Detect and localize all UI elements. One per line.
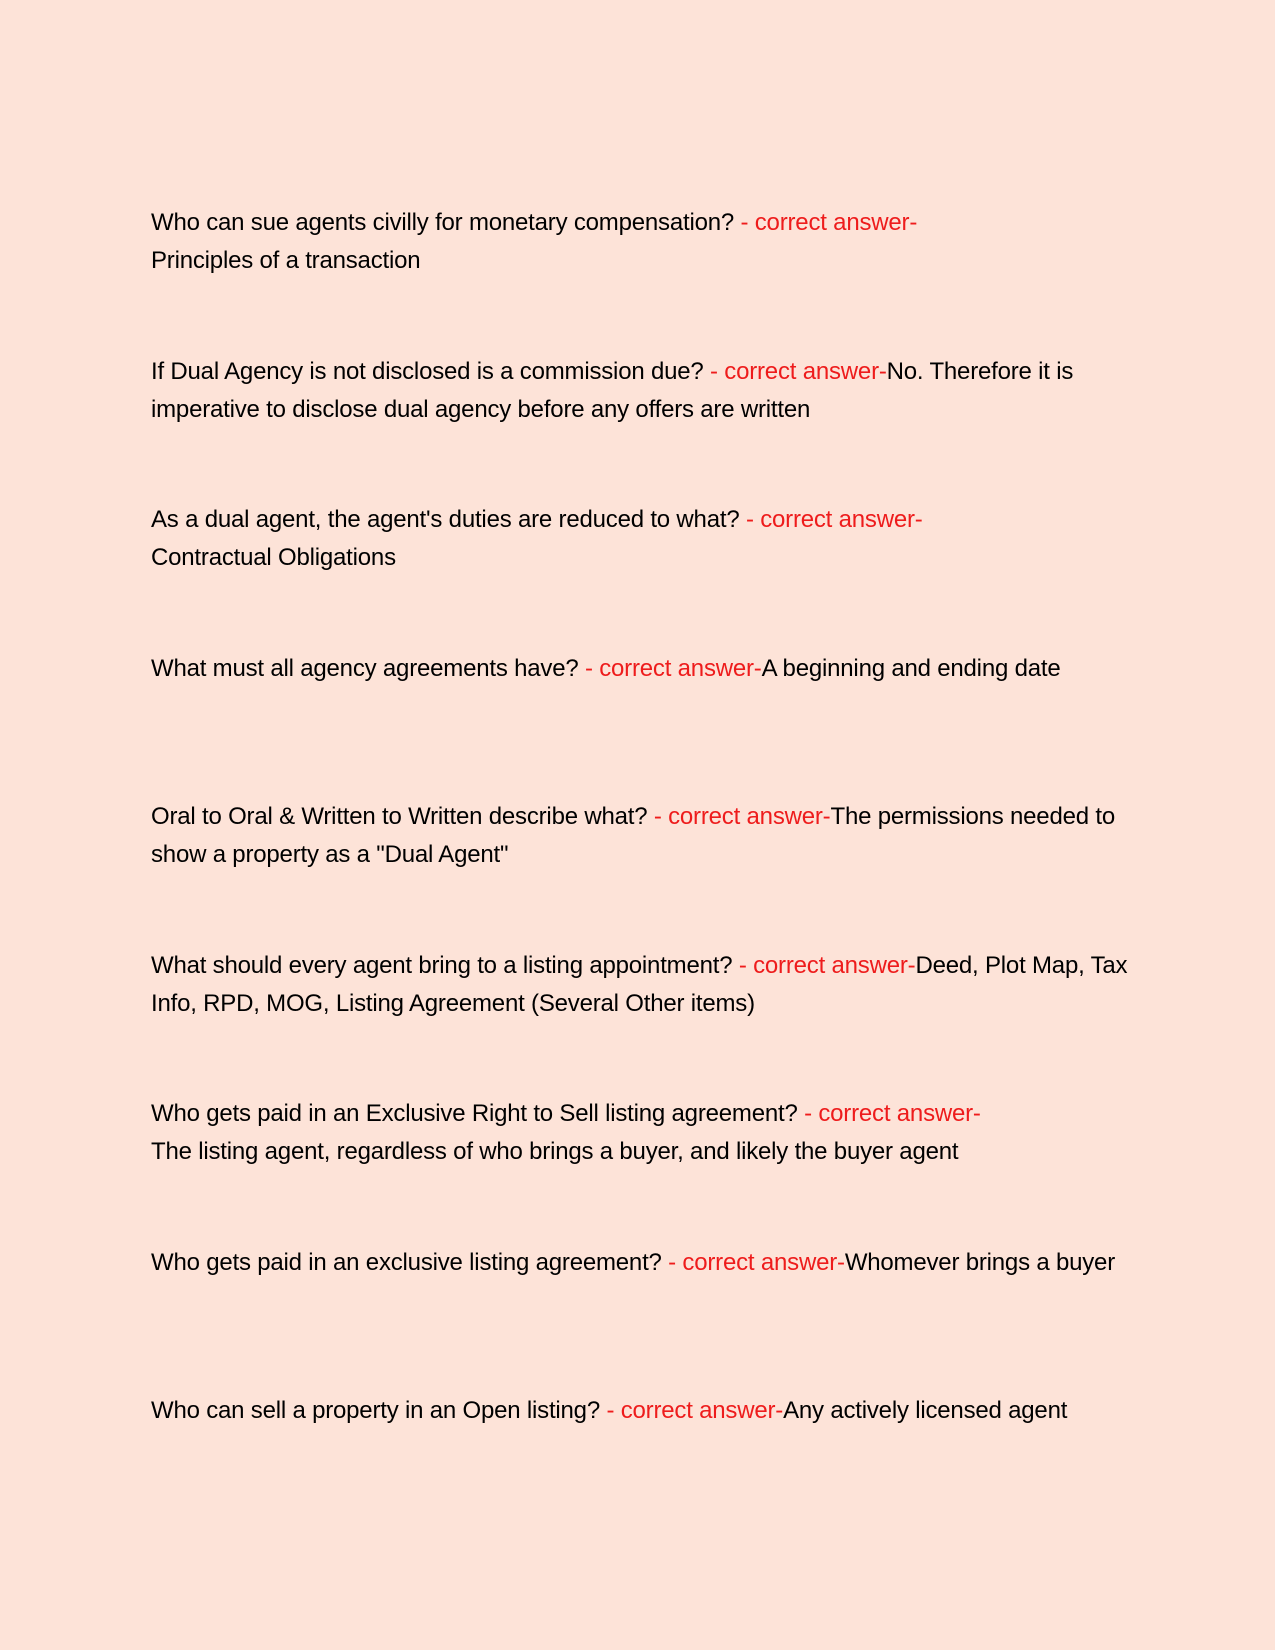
answer-text: Whomever brings a buyer: [844, 1248, 1115, 1276]
answer-text: Contractual Obligations: [151, 544, 396, 571]
qa-item-2: [151, 353, 1131, 429]
qa-item-4: [151, 650, 1131, 726]
answer-label: - correct answer-: [804, 1100, 981, 1127]
answer-label: - correct answer-: [653, 803, 831, 830]
document-page: [151, 204, 1131, 1541]
answer-text: The permissions needed to show a property as a "Dual Agent": [151, 803, 1115, 868]
question-text: What should every agent bring to a listing appointment?: [151, 951, 739, 979]
answer-label: - correct answer-: [710, 357, 887, 385]
question-text: As a dual agent, the agent's duties are reduced to what?: [151, 506, 746, 533]
answer-label: - correct answer-: [606, 1397, 784, 1424]
qa-item-8: [151, 1244, 1131, 1320]
question-text: Who gets paid in an exclusive listing agreement?: [151, 1248, 669, 1276]
answer-text: The listing agent, regardless of who brings a buyer, and likely the buyer agent: [151, 1138, 959, 1165]
answer-text: Principles of a transaction: [151, 247, 421, 274]
question-text: Who can sue agents civilly for monetary compensation?: [151, 209, 741, 236]
qa-item-5: [151, 798, 1131, 874]
question-text: What must all agency agreements have?: [151, 654, 585, 682]
qa-item-3: [151, 501, 1131, 577]
answer-text: Deed, Plot Map, Tax Info, RPD, MOG, Listing Agreement (Several Other items): [151, 951, 1128, 1017]
answer-label: - correct answer-: [668, 1248, 845, 1276]
answer-label: - correct answer-: [584, 654, 762, 682]
question-text: Who gets paid in an Exclusive Right to Sell listing agreement?: [151, 1100, 805, 1127]
answer-label: - correct answer-: [745, 506, 923, 533]
answer-text: No. Therefore it is imperative to disclose dual agency before any offers are written: [151, 357, 1074, 423]
answer-text: A beginning and ending date: [761, 654, 1061, 682]
question-text: Who can sell a property in an Open listing?: [151, 1397, 607, 1424]
question-text: If Dual Agency is not disclosed is a commission due?: [151, 357, 711, 385]
qa-item-9: [151, 1392, 1131, 1468]
answer-text: Any actively licensed agent: [783, 1397, 1068, 1424]
qa-item-6: [151, 947, 1131, 1023]
answer-label: - correct answer-: [738, 951, 916, 979]
qa-item-1: [151, 204, 1131, 280]
answer-label: - correct answer-: [740, 209, 918, 236]
question-text: Oral to Oral & Written to Written describe what?: [151, 803, 654, 830]
qa-item-7: [151, 1095, 1131, 1171]
